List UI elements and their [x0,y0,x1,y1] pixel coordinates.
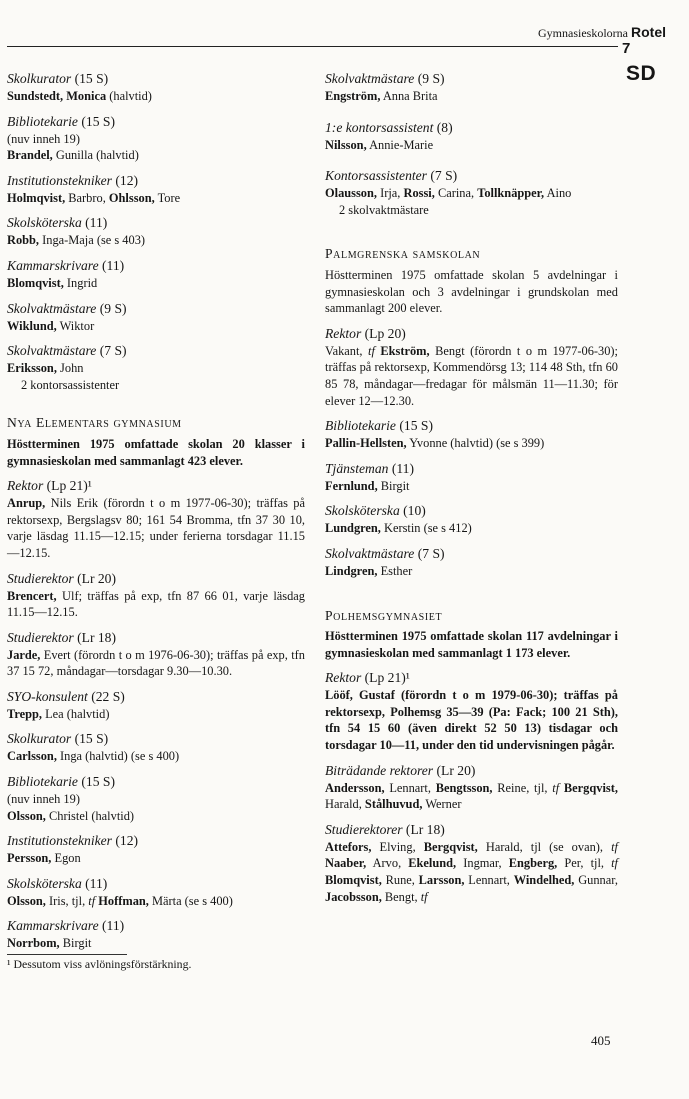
header-rule [7,46,618,47]
footnote-rule [7,954,127,955]
staff-entry: Biträdande rektorer (Lr 20) Andersson, Lennart, Bengtsson, Reine, tjl, tf Bergqvist, Harald, Stålhuvud, Werner [325,762,618,812]
staff-entry: Rektor (Lp 21)¹ Anrup, Nils Erik (förordn t o m 1977-06-30); träffas på rektorsexp, Bergslagsv 80; 161 54 Bromma, tfn 37 30 10, varje läsdag 11.15—12.15; under ferierna torsdagar 11.15—12.15. [7,478,305,560]
role-heading: Skolvaktmästare (9 S) [7,300,127,316]
staff-entry: Skolkurator (15 S) Carlsson, Inga (halvtid) (se s 400) [7,730,305,765]
staff-entry: SYO-konsulent (22 S) Trepp, Lea (halvtid) [7,688,305,723]
staff-entry: Bibliotekarie (15 S) (nuv inneh 19) Brandel, Gunilla (halvtid) [7,113,305,164]
role-heading: Kammarskrivare (11) [7,257,125,273]
role-heading: Skolkurator (15 S) [7,731,109,747]
staff-entry: Skolsköterska (10) Lundgren, Kerstin (se s 412) [325,502,618,537]
school-title: Palmgrenska samskolan [325,246,481,262]
role-heading: Rektor (Lp 21)¹ [325,670,410,686]
section-label: SD [626,62,657,85]
role-heading: Skolsköterska (11) [7,875,108,891]
role-heading: Skolvaktmästare (7 S) [7,343,127,359]
role-heading: Studierektor (Lr 20) [7,570,116,586]
chapter-number: 7 [622,40,631,57]
left-column [7,70,305,973]
role-heading: Skolvaktmästare (9 S) [325,71,445,86]
staff-entry: Rektor (Lp 20) Vakant, tf Ekström, Bengt (förordn t o m 1977-06-30); träffas på rektorsexp, Kommendörsg 13; 114 48 Sth, tfn 60 85 78, måndagar—fredagar för målsmän 11—11.30; för elever 12—12.30. [325,325,618,408]
role-heading: Studierektor (Lr 18) [7,629,116,645]
staff-entry: Skolsköterska (11) Olsson, Iris, tjl, tf Hoffman, Märta (se s 400) [7,875,305,910]
role-heading: Biträdande rektorer (Lr 20) [325,762,476,778]
staff-entry: Studierektorer (Lr 18) Attefors, Elving, Bergqvist, Harald, tjl (se ovan), tf Naaber, Arvo, Ekelund, Ingmar, Engberg, Per, tjl, tf Blomqvist, Rune, Larsson, Lennart, Windelhed, Gunnar, Jacobsson, Bengt, tf [325,821,618,904]
footnote: ¹ Dessutom viss avlöningsförstärkning. [7,957,192,972]
staff-entry: Skolvaktmästare (9 S) Engström, Anna Brita [325,70,618,105]
staff-entry: Bibliotekarie (15 S) (nuv inneh 19) Olsson, Christel (halvtid) [7,773,305,824]
role-heading: Rektor (Lp 20) [325,325,406,341]
person-name: Brandel, [7,148,53,163]
staff-entry: Skolvaktmästare (9 S) Wiklund, Wiktor [7,300,305,335]
role-heading: SYO-konsulent (22 S) [7,688,125,704]
staff-entry: Skolvaktmästare (7 S) Eriksson, John 2 kontorsassistenter [7,342,305,393]
staff-entry: Studierektor (Lr 18) Jarde, Evert (förordn t o m 1976-06-30); träffas på exp, tfn 37 15 72, måndagar—torsdagar 9.30—10.30. [7,629,305,679]
staff-entry: Kontorsassistenter (7 S) Olausson, Irja, Rossi, Carina, Tollknäpper, Aino 2 skolvaktmästare [325,167,618,218]
school-description: Höstterminen 1975 omfattade skolan 20 klasser i gymnasieskolan med sammanlagt 423 elever. [7,436,305,468]
rotel-label: Rotel [631,24,666,40]
role-heading: Skolkurator (15 S) [7,71,109,86]
staff-entry: Rektor (Lp 21)¹ Lööf, Gustaf (förordn t o m 1979-06-30); träffas på rektorsexp, Polhemsg 35—39 (Pa: Fack; 100 21 Sth), tfn 54 15 60 (även direkt 52 50 13) tisdagar och torsdagar 10—11, under den tid undervisningen pågår. [325,670,618,753]
role-heading: Bibliotekarie (15 S) [7,774,115,790]
role-heading: Bibliotekarie (15 S) [325,418,433,434]
school-description: Höstterminen 1975 omfattade skolan 117 avdelningar i gymnasieskolan med sammanlagt 1 173 elever. [325,629,618,660]
school-title: Nya Elementars gymnasium [7,415,182,431]
role-heading: Institutionstekniker (12) [7,172,139,188]
staff-entry: Kammarskrivare (11) Norrbom, Birgit [7,917,305,952]
staff-entry: 1:e kontorsassistent (8) Nilsson, Annie-Marie [325,119,618,154]
staff-entry: Skolsköterska (11) Robb, Inga-Maja (se s 403) [7,214,305,249]
running-title: Gymnasieskolorna [538,26,628,40]
staff-entry: Skolkurator (15 S) Sundstedt, Monica (halvtid) [7,70,305,105]
staff-entry: Skolvaktmästare (7 S) Lindgren, Esther [325,545,618,580]
person-name: Sundstedt, Monica [7,89,107,103]
role-heading: Skolsköterska (11) [7,215,108,231]
staff-entry: Institutionstekniker (12) Persson, Egon [7,832,305,867]
role-heading: Bibliotekarie (15 S) [7,113,115,129]
role-heading: Institutionstekniker (12) [7,833,139,849]
staff-entry: Institutionstekniker (12) Holmqvist, Barbro, Ohlsson, Tore [7,172,305,207]
role-heading: Skolsköterska (10) [325,503,426,519]
school-title: Polhemsgymnasiet [325,607,443,623]
staff-entry: Kammarskrivare (11) Blomqvist, Ingrid [7,257,305,292]
right-column [325,70,618,913]
staff-entry: Tjänsteman (11) Fernlund, Birgit [325,460,618,495]
role-heading: Rektor (Lp 21)¹ [7,478,92,494]
role-heading: 1:e kontorsassistent (8) [325,119,453,135]
staff-entry: Studierektor (Lr 20) Brencert, Ulf; träffas på exp, tfn 87 66 01, varje läsdag 11.15—12.15. [7,570,305,620]
running-header [0,24,666,42]
role-heading: Skolvaktmästare (7 S) [325,545,445,561]
staff-entry: Bibliotekarie (15 S) Pallin-Hellsten, Yvonne (halvtid) (se s 399) [325,417,618,452]
role-heading: Tjänsteman (11) [325,460,415,476]
school-description: Höstterminen 1975 omfattade skolan 5 avdelningar i gymnasieskolan och 3 avdelningar i grundskolan med sammanlagt 200 elever. [325,267,618,316]
role-heading: Kammarskrivare (11) [7,918,125,934]
role-heading: Studierektorer (Lr 18) [325,821,445,837]
page-number: 405 [591,1033,611,1048]
role-heading: Kontorsassistenter (7 S) [325,168,458,184]
